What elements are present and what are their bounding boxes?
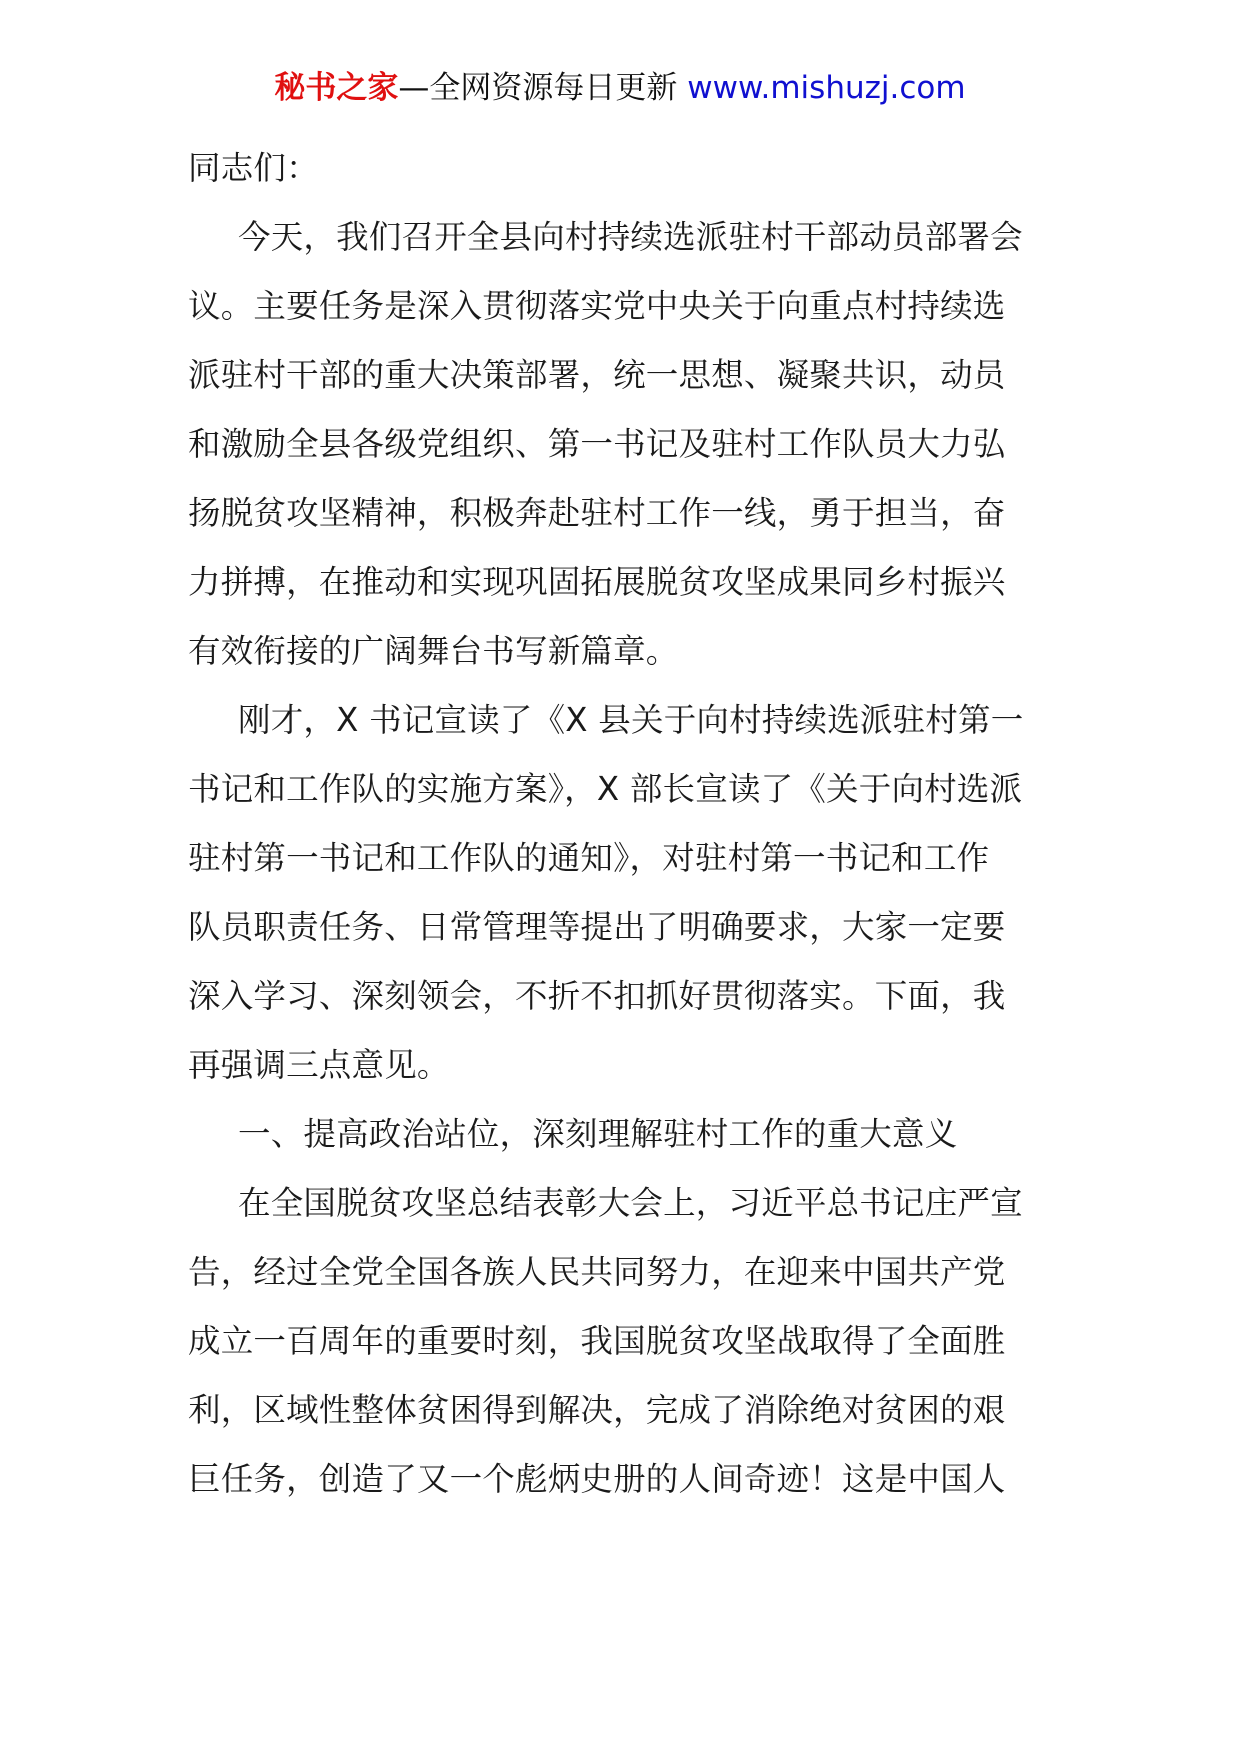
paragraph-2-line: 深入学习、深刻领会，不折不扣抓好贯彻落实。下面，我 bbox=[188, 977, 1006, 1015]
site-header bbox=[0, 68, 1240, 108]
paragraph-3-line: 告，经过全党全国各族人民共同努力，在迎来中国共产党 bbox=[188, 1253, 1006, 1291]
site-slogan: —全网资源每日更新 bbox=[398, 70, 688, 106]
site-brand: 秘书之家 bbox=[274, 70, 399, 106]
paragraph-2-line: 驻村第一书记和工作队的通知》，对驻村第一书记和工作 bbox=[188, 839, 990, 877]
paragraph-3-line: 成立一百周年的重要时刻，我国脱贫攻坚战取得了全面胜 bbox=[188, 1322, 1006, 1360]
paragraph-1-line: 今天，我们召开全县向村持续选派驻村干部动员部署会 bbox=[238, 218, 1023, 256]
paragraph-1-line: 议。主要任务是深入贯彻落实党中央关于向重点村持续选 bbox=[188, 287, 1006, 325]
paragraph-1-line: 有效衔接的广阔舞台书写新篇章。 bbox=[188, 632, 679, 670]
section-heading: 一、提高政治站位，深刻理解驻村工作的重大意义 bbox=[238, 1115, 958, 1153]
paragraph-1-line: 派驻村干部的重大决策部署，统一思想、凝聚共识，动员 bbox=[188, 356, 1006, 394]
document-body bbox=[188, 134, 1058, 1514]
paragraph-2-line: 书记和工作队的实施方案》，X 部长宣读了《关于向村选派 bbox=[188, 770, 1023, 808]
paragraph-3-line: 利，区域性整体贫困得到解决，完成了消除绝对贫困的艰 bbox=[188, 1391, 1006, 1429]
paragraph-1-line: 扬脱贫攻坚精神，积极奔赴驻村工作一线，勇于担当，奋 bbox=[188, 494, 1006, 532]
site-url-link[interactable]: www.mishuzj.com bbox=[687, 70, 966, 106]
paragraph-2-line: 刚才，X 书记宣读了《X 县关于向村持续选派驻村第一 bbox=[238, 701, 1024, 739]
paragraph-1-line: 和激励全县各级党组织、第一书记及驻村工作队员大力弘 bbox=[188, 425, 1006, 463]
paragraph-3-line: 巨任务，创造了又一个彪炳史册的人间奇迹！这是中国人 bbox=[188, 1460, 1006, 1498]
paragraph-3-line: 在全国脱贫攻坚总结表彰大会上，习近平总书记庄严宣 bbox=[238, 1184, 1023, 1222]
paragraph-2-line: 再强调三点意见。 bbox=[188, 1046, 450, 1084]
paragraph-2-line: 队员职责任务、日常管理等提出了明确要求，大家一定要 bbox=[188, 908, 1006, 946]
paragraph-1-line: 力拼搏，在推动和实现巩固拓展脱贫攻坚成果同乡村振兴 bbox=[188, 563, 1006, 601]
salutation: 同志们： bbox=[188, 149, 319, 187]
